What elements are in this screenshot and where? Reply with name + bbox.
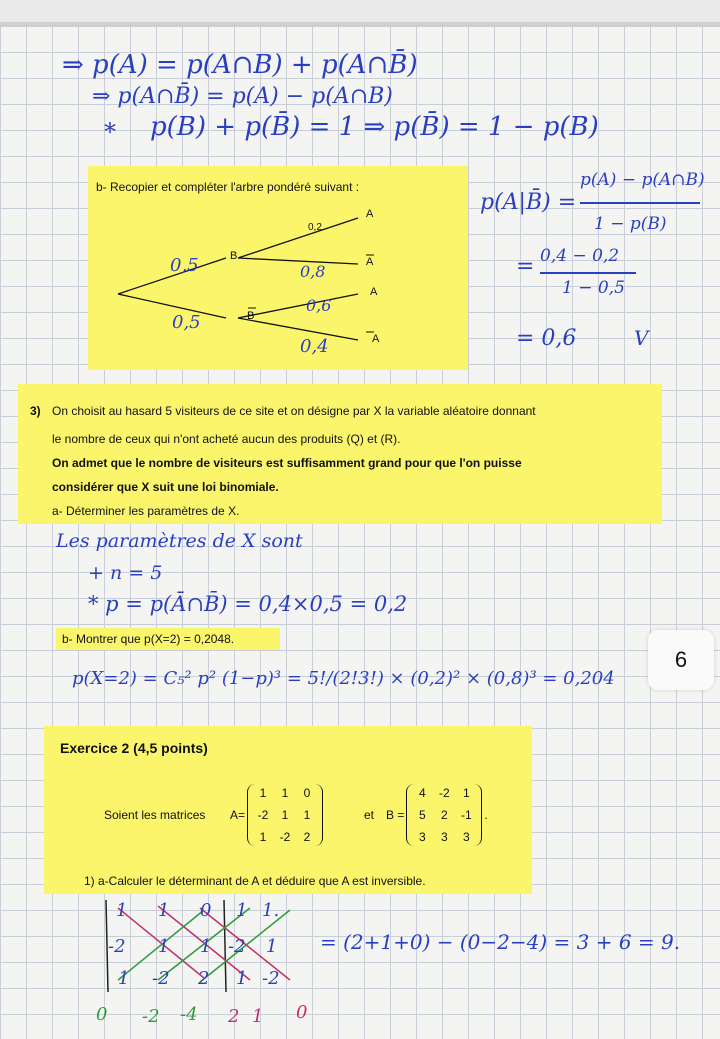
hw-cond-fraction-bar	[580, 202, 700, 204]
tree-leaf-abar-2: A	[372, 333, 380, 345]
q3-part-b: b- Montrer que p(X=2) = 0,2048.	[62, 632, 235, 646]
hw-param-p: * p = p(Ā∩B̄) = 0,4×0,5 = 0,2	[88, 592, 408, 616]
det-col-4-r1: 1	[236, 900, 248, 921]
matrix-b-cell: -1	[461, 808, 472, 822]
matrix-b-cell: 3	[463, 830, 470, 844]
det-col-1-r3: 1	[118, 968, 130, 989]
q3-part-a: a- Déterminer les paramètres de X.	[52, 504, 240, 518]
hw-det-result: = (2+1+0) − (0−2−4) = 3 + 6 = 9.	[320, 930, 681, 954]
q3-bold-2: considérer que X suit une loi binomiale.	[52, 480, 279, 494]
matrix-a-cell: 2	[303, 830, 311, 844]
matrix-a-cell: -2	[257, 808, 269, 822]
matrix-a-cell: 1	[259, 786, 267, 800]
det-col-1-r1: 1	[116, 900, 128, 921]
hw-line-3-bullet: *	[104, 118, 116, 146]
hw-step-fraction-bar	[540, 272, 636, 274]
hw-result: = 0,6	[516, 326, 577, 351]
det-col-2-r1: 1	[158, 900, 170, 921]
hw-line-3: p(B) + p(B̄) = 1 ⇒ p(B̄) = 1 − p(B)	[150, 112, 599, 142]
matrix-a-cell: -2	[279, 830, 291, 844]
exercise2-intro: Soient les matrices	[104, 808, 206, 822]
matrix-b-grid	[406, 784, 482, 846]
det-bottom-4: 1	[252, 1006, 264, 1027]
hw-step-num: 0,4 − 0,2	[540, 246, 620, 266]
hw-cond-num: p(A) − p(A∩B)	[580, 170, 705, 190]
hw-weight-b-abar: 0,8	[300, 262, 326, 281]
tree-leaf-a-2: A	[370, 286, 378, 298]
matrix-b-cell: -2	[439, 786, 450, 800]
matrix-a-cell: 1	[281, 808, 289, 822]
tree-instruction: b- Recopier et compléter l'arbre pondéré suivant :	[96, 180, 360, 194]
matrix-a-cell: 1	[303, 808, 311, 822]
exercise2-title: Exercice 2 (4,5 points)	[60, 740, 208, 756]
matrix-b-label: B =	[386, 808, 405, 822]
matrix-a-label: A=	[230, 808, 246, 822]
hw-weight-b: 0,5	[170, 255, 199, 276]
det-bottom-1: -2	[142, 1006, 160, 1027]
det-col-5-r1: 1.	[262, 900, 280, 921]
hw-binomial-line: p(X=2) = C₅² p² (1−p)³ = 5!/(2!3!) × (0,2)² × (0,8)³ = 0,204	[72, 668, 615, 689]
det-col-2-r2: 1	[158, 936, 170, 957]
hw-param-n: + n = 5	[88, 562, 163, 584]
hw-line-2: ⇒ p(A∩B̄) = p(A) − p(A∩B)	[92, 84, 393, 109]
matrix-b-cell: 3	[441, 830, 448, 844]
tree-leaf-abar-1: A	[366, 256, 374, 268]
det-col-2-r3: -2	[152, 968, 170, 989]
matrix-a-grid	[247, 784, 323, 846]
hw-cond-lhs: p(A|B̄) =	[480, 190, 577, 215]
q3-text-2: le nombre de ceux qui n'ont acheté aucun des produits (Q) et (R).	[52, 432, 401, 446]
hw-step-den: 1 − 0,5	[562, 278, 625, 298]
hw-cond-den: 1 − p(B)	[594, 214, 667, 234]
exercise2-question-1: 1) a-Calculer le déterminant de A et déduire que A est inversible.	[84, 874, 426, 888]
q3-bold-1: On admet que le nombre de visiteurs est suffisamment grand pour que l'on puisse	[52, 456, 522, 470]
matrix-a-cell: 1	[259, 830, 267, 844]
det-col-3-r2: 1	[200, 936, 212, 957]
hw-step-eq: =	[516, 254, 535, 279]
matrix-a-cell: 0	[303, 786, 311, 800]
det-col-3-r3: 2	[198, 968, 210, 989]
matrix-end-dot: .	[484, 808, 488, 822]
det-bottom-5: 0	[296, 1002, 308, 1023]
det-bottom-0: 0	[96, 1004, 108, 1025]
q3-number: 3)	[30, 404, 41, 418]
hw-line-1: ⇒ p(A) = p(A∩B) + p(A∩B̄)	[62, 50, 418, 80]
matrix-b-cell: 3	[419, 830, 426, 844]
matrix-b-cell: 4	[419, 786, 426, 800]
tree-node-b: B	[230, 250, 238, 262]
matrix-b-cell: 2	[441, 808, 448, 822]
hw-weight-bbar-a: 0,6	[306, 296, 332, 315]
matrix-a	[230, 784, 323, 846]
det-col-4-r3: 1	[236, 968, 248, 989]
det-col-3-r1: 0	[200, 900, 212, 921]
top-toolbar	[0, 0, 720, 26]
hw-check-mark: V	[634, 326, 649, 350]
tree-leaf-a-1: A	[366, 208, 374, 220]
matrix-b	[386, 784, 488, 846]
hw-weight-bbar-abar: 0,4	[300, 336, 329, 357]
det-bottom-3: 2	[228, 1006, 240, 1027]
matrix-b-cell: 1	[463, 786, 470, 800]
q3-text-1: On choisit au hasard 5 visiteurs de ce site et on désigne par X la variable aléatoire donnant	[52, 404, 536, 418]
matrix-connector: et	[364, 808, 375, 822]
probability-tree	[88, 166, 468, 370]
det-col-5-r2: 1	[266, 936, 278, 957]
page-number-badge: 6	[648, 630, 714, 690]
det-col-1-r2: -2	[108, 936, 126, 957]
tree-node-bbar: B	[247, 310, 255, 322]
det-bottom-2: -4	[180, 1004, 198, 1025]
det-col-5-r3: -2	[262, 968, 280, 989]
matrix-b-cell: 5	[419, 808, 426, 822]
hw-weight-bbar: 0,5	[172, 312, 201, 333]
tree-weight-b-a: 0,2	[308, 222, 322, 233]
hw-params-title: Les paramètres de X sont	[56, 530, 303, 552]
matrix-a-cell: 1	[281, 786, 289, 800]
det-col-4-r2: -2	[228, 936, 246, 957]
